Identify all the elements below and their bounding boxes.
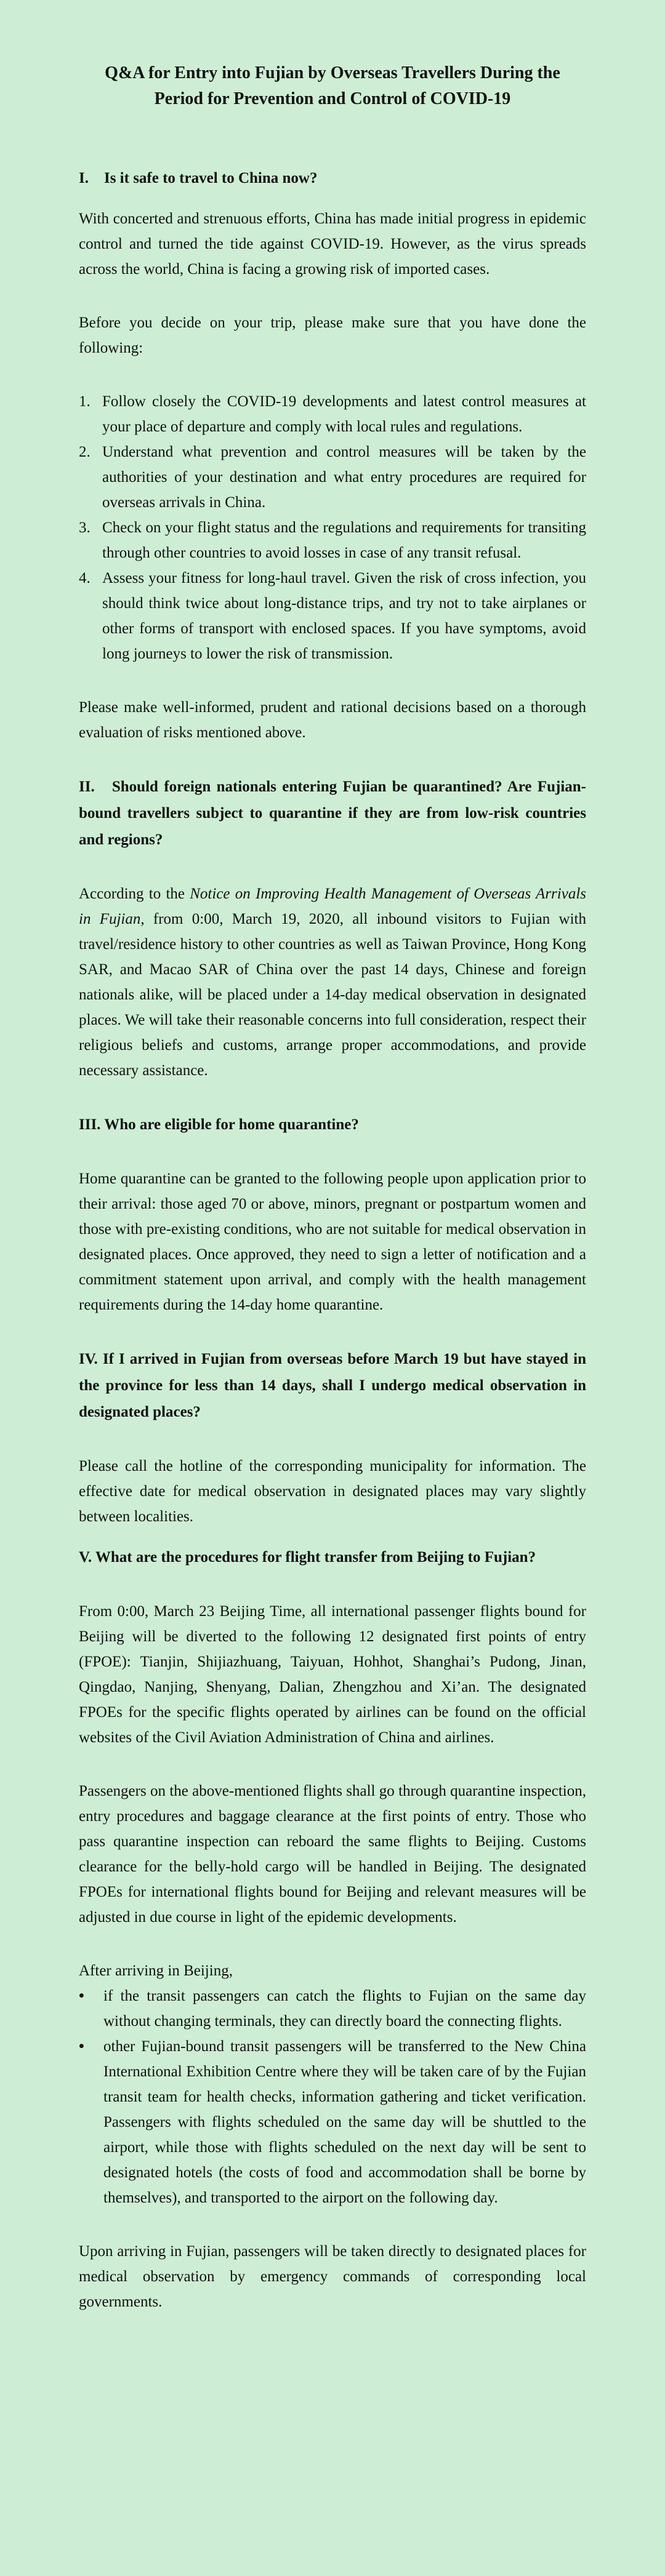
document-title: Q&A for Entry into Fujian by Overseas Travellers During the Period for Prevention and Control of COVID-19 <box>105 63 560 108</box>
section-1-paragraph-3: Please make well-informed, prudent and rational decisions based on a thorough evaluation of risks mentioned above. <box>79 699 586 741</box>
section-5-heading: V. What are the procedures for flight transfer from Beijing to Fujian? <box>79 1549 536 1566</box>
list-item: 4. Assess your fitness for long-haul travel. Given the risk of cross infection, you should think twice about long-distance trips, and try not to take airplanes or other forms of transport with enclosed spaces. If you have symptoms, avoid long journeys to lower the risk of transmission. <box>79 570 586 662</box>
section-4-heading: IV. If I arrived in Fujian from overseas before March 19 but have stayed in the province for less than 14 days, shall I undergo medical observation in designated places? <box>79 1351 586 1420</box>
list-item: • other Fujian-bound transit passengers will be transferred to the New China International Exhibition Centre where they will be taken care of by the Fujian transit team for health checks, information gathering and ticket verification. Passengers with flights scheduled on the same day will be shuttled to the airport, while those with flights scheduled on the next day will be sent to designated hotels (the costs of food and accommodation shall be borne by themselves), and transported to the airport on the following day. <box>79 2038 586 2206</box>
section-1-paragraph-2: Before you decide on your trip, please make sure that you have done the following: <box>79 314 586 356</box>
section-3-paragraph-1: Home quarantine can be granted to the following people upon application prior to their arrival: those aged 70 or above, minors, pregnant or postpartum women and those with pre-existing conditions, who are not suitable for medical observation in designated places. Once approved, they need to sign a letter of notification and a commitment statement upon arrival, and comply with the health management requirements during the 14-day home quarantine. <box>79 1170 586 1313</box>
section-5-paragraph-4: Upon arriving in Fujian, passengers will be taken directly to designated places for medical observation by emergency commands of corresponding local governments. <box>79 2243 586 2310</box>
list-item: 2. Understand what prevention and control measures will be taken by the authorities of your destination and what entry procedures are required for overseas arrivals in China. <box>79 444 586 511</box>
section-5-paragraph-3: After arriving in Beijing, <box>79 1962 233 1979</box>
section-4-paragraph-1: Please call the hotline of the corresponding municipality for information. The effective date for medical observation in designated places may vary slightly between localities. <box>79 1458 586 1525</box>
section-2-heading: II. Should foreign nationals entering Fujian be quarantined? Are Fujian-bound travellers subject to quarantine if they are from low-risk countries and regions? <box>79 778 586 848</box>
section-1-paragraph-1: With concerted and strenuous efforts, China has made initial progress in epidemic control and turned the tide against COVID-19. However, as the virus spreads across the world, China is facing a growing risk of imported cases. <box>79 210 586 278</box>
section-5-paragraph-2: Passengers on the above-mentioned flights shall go through quarantine inspection, entry procedures and baggage clearance at the first points of entry. Those who pass quarantine inspection can reboard the same flights to Beijing. Customs clearance for the belly-hold cargo will be handled in Beijing. The designated FPOEs for international flights bound for Beijing and relevant measures will be adjusted in due course in light of the epidemic developments. <box>79 1783 586 1926</box>
section-2-paragraph-1: According to the Notice on Improving Health Management of Overseas Arrivals in Fujian, from 0:00, March 19, 2020, all inbound visitors to Fujian with travel/residence history to other countries as well as Taiwan Province, Hong Kong SAR, and Macao SAR of China over the past 14 days, Chinese and foreign nationals alike, will be placed under a 14-day medical observation in designated places. We will take their reasonable concerns into full consideration, respect their religious beliefs and customs, arrange proper accommodations, and provide necessary assistance. <box>79 886 586 1079</box>
list-item: • if the transit passengers can catch the flights to Fujian on the same day without changing terminals, they can directly board the connecting flights. <box>79 1988 586 2030</box>
notice-title: Notice on Improving Health Management of Overseas Arrivals in Fujian <box>79 886 586 927</box>
section-1-heading: I. Is it safe to travel to China now? <box>79 170 318 186</box>
list-item: 3. Check on your flight status and the regulations and requirements for transiting through other countries to avoid losses in case of any transit refusal. <box>79 519 586 561</box>
section-1-checklist <box>79 389 586 666</box>
section-5-paragraph-1: From 0:00, March 23 Beijing Time, all international passenger flights bound for Beijing will be diverted to the following 12 designated first points of entry (FPOE): Tianjin, Shijiazhuang, Taiyuan, Hohhot, Shanghai’s Pudong, Jinan, Qingdao, Nanjing, Shenyang, Dalian, Zhengzhou and Xi’an. The designated FPOEs for the specific flights operated by airlines can be found on the official websites of the Civil Aviation Administration of China and airlines. <box>79 1603 586 1746</box>
section-3-heading: III. Who are eligible for home quarantine? <box>79 1116 359 1133</box>
section-5-bullets <box>79 1983 586 2210</box>
list-item: 1. Follow closely the COVID-19 developments and latest control measures at your place of departure and comply with local rules and regulations. <box>79 393 586 435</box>
